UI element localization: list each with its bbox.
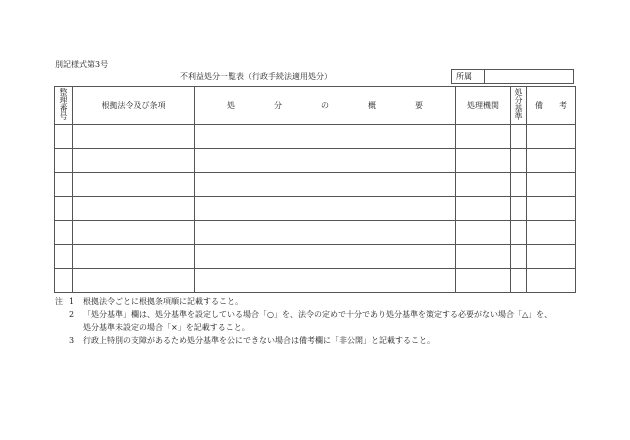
note-text: 行政上特別の支障があるため処分基準を公にできない場合は備考欄に「非公開」と記載すること。 xyxy=(83,336,435,345)
table-row xyxy=(55,197,576,221)
notes-prefix: 注 xyxy=(55,297,63,306)
form-number: 別記様式第3号 xyxy=(55,60,109,69)
table-cell[interactable] xyxy=(195,245,456,269)
table-cell[interactable] xyxy=(73,125,195,149)
column-header-disposition-criteria xyxy=(511,87,527,125)
form-title: 不利益処分一覧表（行政手続法適用処分） xyxy=(180,72,332,81)
table-cell[interactable] xyxy=(456,173,511,197)
table-cell[interactable] xyxy=(511,173,527,197)
note-item-2 xyxy=(55,308,575,321)
table-cell[interactable] xyxy=(527,125,576,149)
table-cell[interactable] xyxy=(73,173,195,197)
column-header-legal-basis: 根拠法令及び条項 xyxy=(73,87,195,125)
table-cell[interactable] xyxy=(55,149,73,173)
column-header-id-number xyxy=(55,87,73,125)
notes-section xyxy=(55,295,575,347)
disposition-table xyxy=(54,86,576,293)
table-cell[interactable] xyxy=(73,269,195,293)
table-cell[interactable] xyxy=(527,149,576,173)
table-cell[interactable] xyxy=(456,245,511,269)
column-header-remarks xyxy=(527,87,576,125)
column-header-processing-agency: 処理機関 xyxy=(456,87,511,125)
table-cell[interactable] xyxy=(195,125,456,149)
note-item-1 xyxy=(55,295,575,308)
table-row xyxy=(55,269,576,293)
table-cell[interactable] xyxy=(527,197,576,221)
table-header-row xyxy=(55,87,576,125)
department-box xyxy=(451,69,574,84)
table-cell[interactable] xyxy=(456,221,511,245)
note-text-continuation: 処分基準未設定の場合「×」を記載すること。 xyxy=(83,323,250,332)
table-cell[interactable] xyxy=(55,269,73,293)
table-cell[interactable] xyxy=(195,149,456,173)
column-header-id-number-label: 整理番号 xyxy=(59,88,68,120)
note-number: 1 xyxy=(69,297,75,306)
table-cell[interactable] xyxy=(73,221,195,245)
table-cell[interactable] xyxy=(511,149,527,173)
table-cell[interactable] xyxy=(511,197,527,221)
department-label: 所属 xyxy=(456,72,472,81)
table-cell[interactable] xyxy=(73,197,195,221)
table-cell[interactable] xyxy=(456,149,511,173)
column-header-disposition-summary xyxy=(195,87,456,125)
table-cell[interactable] xyxy=(55,125,73,149)
table-cell[interactable] xyxy=(195,269,456,293)
table-cell[interactable] xyxy=(456,125,511,149)
note-number: 2 xyxy=(69,310,75,319)
table-cell[interactable] xyxy=(456,269,511,293)
note-text: 根拠法令ごとに根拠条項順に記載すること。 xyxy=(83,297,243,306)
note-number: 3 xyxy=(69,336,75,345)
department-divider xyxy=(484,70,485,83)
table-cell[interactable] xyxy=(527,173,576,197)
table-cell[interactable] xyxy=(456,197,511,221)
table-cell[interactable] xyxy=(55,245,73,269)
table-cell[interactable] xyxy=(73,149,195,173)
table-cell[interactable] xyxy=(195,197,456,221)
note-item-3 xyxy=(55,334,575,347)
table-cell[interactable] xyxy=(511,269,527,293)
table-cell[interactable] xyxy=(527,245,576,269)
table-cell[interactable] xyxy=(195,221,456,245)
table-cell[interactable] xyxy=(55,173,73,197)
table-cell[interactable] xyxy=(511,221,527,245)
table-row xyxy=(55,173,576,197)
table-cell[interactable] xyxy=(195,173,456,197)
table-row xyxy=(55,221,576,245)
table-row xyxy=(55,125,576,149)
column-header-disposition-criteria-label: 処分基準 xyxy=(514,88,523,120)
note-text: 「処分基準」欄は、処分基準を設定している場合「○」を、法令の定めで十分であり処分基準を策定する必要がない場合「△」を、 xyxy=(83,310,553,319)
table-row xyxy=(55,149,576,173)
table-cell[interactable] xyxy=(55,197,73,221)
column-header-remarks-label: 備 考 xyxy=(535,100,567,110)
table-cell[interactable] xyxy=(527,221,576,245)
table-cell[interactable] xyxy=(511,245,527,269)
column-header-disposition-summary-label: 処 分 の 概 要 xyxy=(227,100,423,110)
table-cell[interactable] xyxy=(73,245,195,269)
table-cell[interactable] xyxy=(511,125,527,149)
table-cell[interactable] xyxy=(55,221,73,245)
table-cell[interactable] xyxy=(527,269,576,293)
table-row xyxy=(55,245,576,269)
